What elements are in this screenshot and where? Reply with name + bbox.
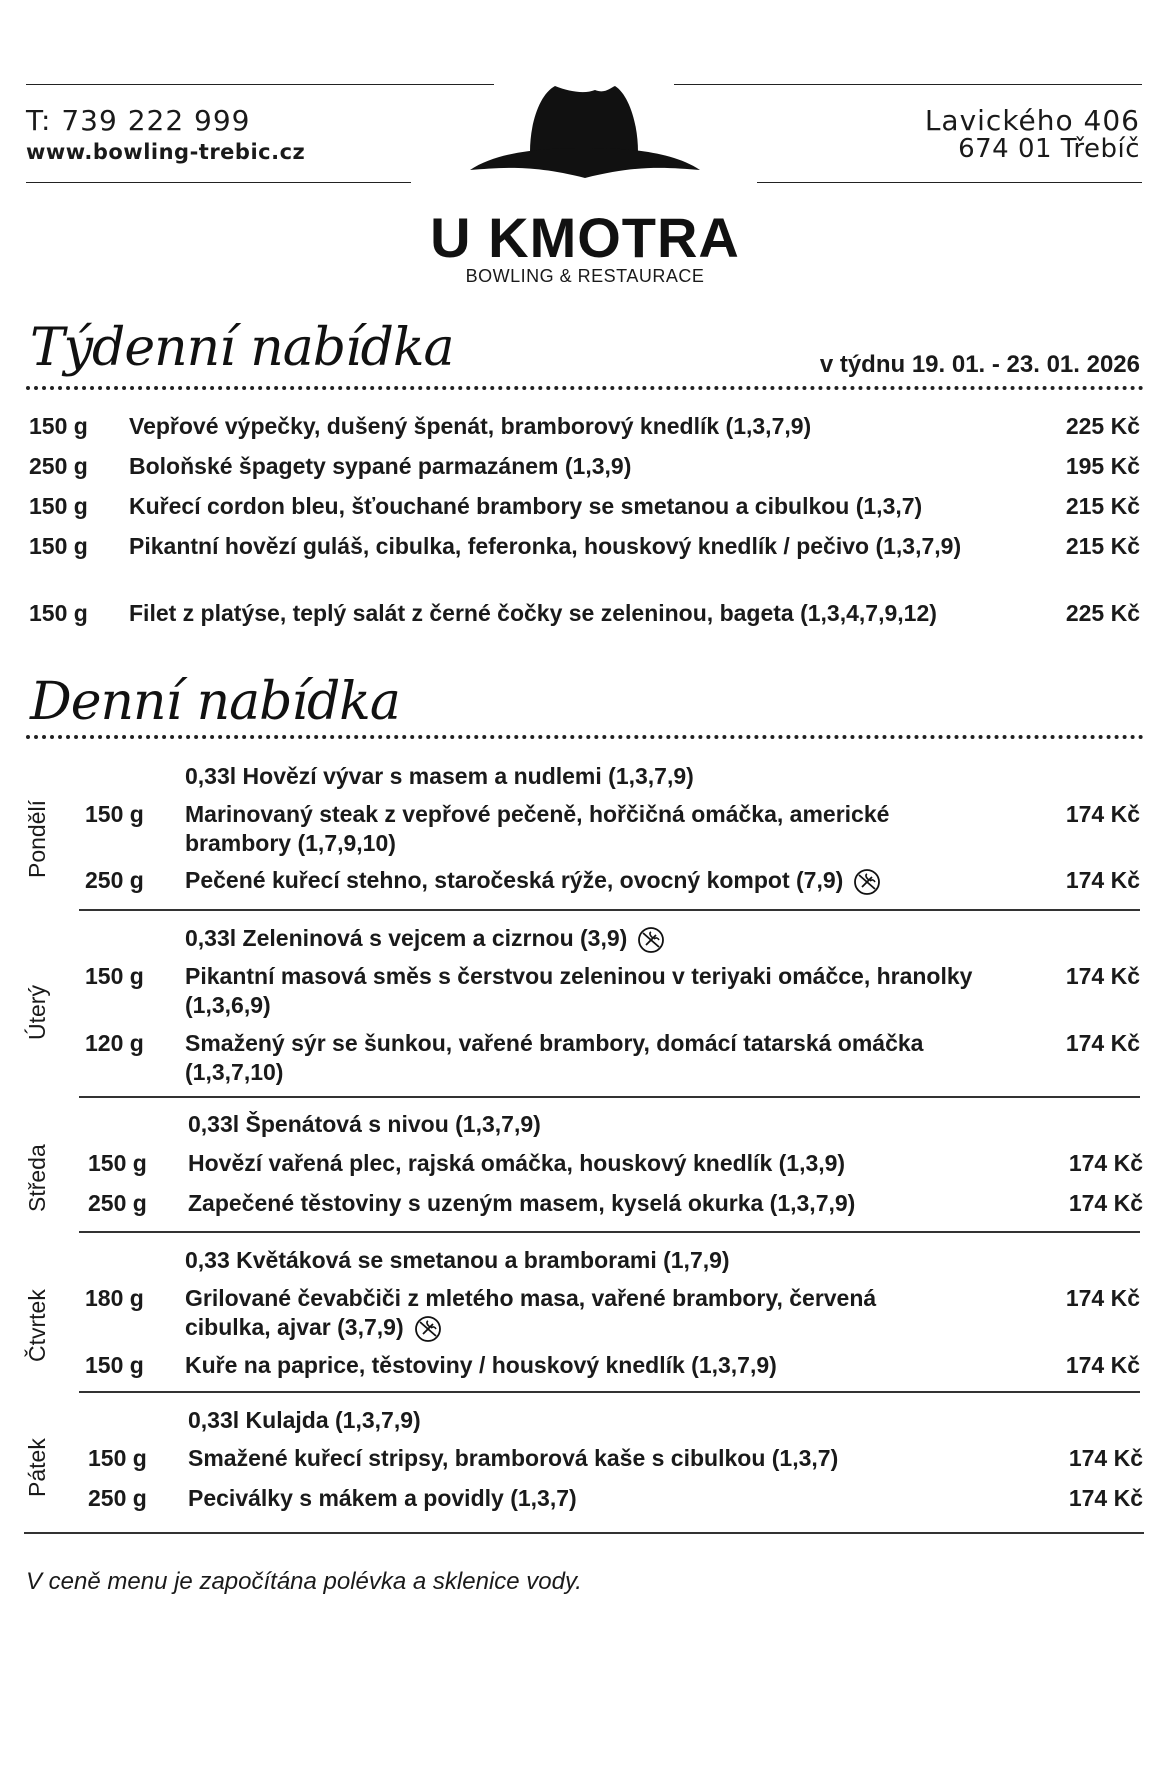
day-label-tuesday: Úterý: [24, 985, 50, 1040]
logo-subtitle: BOWLING & RESTAURACE: [465, 266, 705, 286]
weekly-item-name: Filet z platýse, teplý salát z černé čočky se zeleninou, bageta (1,3,4,7,9,12): [129, 600, 937, 626]
soup: 0,33l Špenátová s nivou (1,3,7,9): [188, 1111, 541, 1137]
address-city: 674 01 Třebíč: [958, 134, 1140, 164]
weekly-item-name: Boloňské špagety sypané parmazánem (1,3,9): [129, 453, 632, 479]
weekly-period: v týdnu 19. 01. - 23. 01. 2026: [819, 351, 1140, 378]
weekly-item-price: 195 Kč: [1065, 453, 1140, 479]
daily-item-name: Smažené kuřecí stripsy, bramborová kaše s cibulkou (1,3,7): [188, 1445, 839, 1471]
soup: 0,33l Hovězí vývar s masem a nudlemi (1,3,7,9): [185, 763, 694, 789]
daily-item-price: 174 Kč: [1065, 801, 1140, 827]
weekly-item-name: Vepřové výpečky, dušený špenát, bramborový knedlík (1,3,7,9): [129, 413, 812, 439]
weekly-item-price: 215 Kč: [1065, 493, 1140, 519]
weekly-item-weight: 150 g: [29, 600, 88, 626]
footer-note: V ceně menu je započítána polévka a sklenice vody.: [26, 1568, 582, 1595]
weekly-item-price: 225 Kč: [1065, 413, 1140, 439]
day-label-thursday: Čtvrtek: [24, 1289, 50, 1362]
day-separator: [79, 909, 1140, 911]
daily-item-weight: 180 g: [85, 1285, 144, 1311]
day-separator: [79, 1391, 1140, 1393]
soup: [185, 924, 665, 954]
daily-divider: [26, 735, 1144, 739]
daily-item-name: Marinovaný steak z vepřové pečeně, hořčičná omáčka, americké brambory (1,7,9,10): [185, 801, 890, 856]
daily-item-price: 174 Kč: [1065, 867, 1140, 893]
daily-title: Denní nabídka: [30, 672, 400, 732]
day-separator: [79, 1231, 1140, 1233]
daily-item-price: 174 Kč: [1068, 1150, 1143, 1176]
daily-item-price: 174 Kč: [1065, 963, 1140, 989]
address-street: Lavického 406: [924, 104, 1140, 137]
daily-item-price: 174 Kč: [1065, 1352, 1140, 1378]
weekly-item-weight: 150 g: [29, 413, 88, 439]
daily-item-price: 174 Kč: [1068, 1445, 1143, 1471]
daily-item-name: Kuře na paprice, těstoviny / houskový knedlík (1,3,7,9): [185, 1352, 777, 1378]
header-rule-top-right: [674, 84, 1142, 85]
weekly-item-price: 225 Kč: [1065, 600, 1140, 626]
daily-item-name: [185, 1284, 965, 1343]
daily-item-price: 174 Kč: [1065, 1285, 1140, 1311]
day-label-wednesday: Středa: [24, 1144, 50, 1212]
daily-item-weight: 250 g: [85, 867, 144, 893]
weekly-item-weight: 250 g: [29, 453, 88, 479]
daily-item-weight: 150 g: [88, 1150, 147, 1176]
soup: 0,33l Kulajda (1,3,7,9): [188, 1407, 421, 1433]
gluten-free-icon: [637, 926, 665, 954]
daily-item-name: [185, 866, 985, 896]
gluten-free-icon: [853, 868, 881, 896]
weekly-item-name: Pikantní hovězí guláš, cibulka, feferonka, houskový knedlík / pečivo (1,3,7,9): [129, 533, 962, 559]
weekly-item-weight: 150 g: [29, 493, 88, 519]
day-label-friday: Pátek: [24, 1438, 50, 1497]
daily-item-name: Peciválky s mákem a povidly (1,3,7): [188, 1485, 577, 1511]
weekly-divider: [26, 386, 1144, 390]
soup-text: 0,33l Zeleninová s vejcem a cizrnou (3,9): [185, 925, 628, 951]
daily-item-weight: 150 g: [85, 963, 144, 989]
daily-item-name: Pikantní masová směs s čerstvou zeleninou v teriyaki omáčce, hranolky (1,3,6,9): [185, 963, 973, 1018]
day-separator: [79, 1096, 1140, 1098]
hat-icon: [470, 82, 700, 182]
daily-item-weight: 150 g: [85, 801, 144, 827]
weekly-item-price: 215 Kč: [1065, 533, 1140, 559]
daily-item-price: 174 Kč: [1065, 1030, 1140, 1056]
daily-item-name-text: Pečené kuřecí stehno, staročeská rýže, ovocný kompot (7,9): [185, 867, 844, 893]
daily-item-weight: 120 g: [85, 1030, 144, 1056]
daily-item-price: 174 Kč: [1068, 1190, 1143, 1216]
header-rule-bottom-right: [757, 182, 1142, 183]
daily-item-weight: 250 g: [88, 1190, 147, 1216]
gluten-free-icon: [414, 1315, 442, 1343]
daily-item-name: Hovězí vařená plec, rajská omáčka, houskový knedlík (1,3,9): [188, 1150, 846, 1176]
weekly-title: Týdenní nabídka: [30, 318, 454, 378]
header-rule-top-left: [26, 84, 494, 85]
day-label-monday: Pondělí: [24, 799, 50, 878]
daily-item-name: Smažený sýr se šunkou, vařené brambory, domácí tatarská omáčka (1,3,7,10): [185, 1030, 924, 1085]
daily-item-weight: 150 g: [88, 1445, 147, 1471]
header-rule-bottom-left: [26, 182, 411, 183]
daily-item-weight: 250 g: [88, 1485, 147, 1511]
logo-name: U KMOTRA: [430, 206, 740, 269]
daily-bottom-rule: [24, 1532, 1144, 1534]
weekly-item-weight: 150 g: [29, 533, 88, 559]
weekly-item-name: Kuřecí cordon bleu, šťouchané brambory se smetanou a cibulkou (1,3,7): [129, 493, 923, 519]
daily-item-price: 174 Kč: [1068, 1485, 1143, 1511]
phone-number: T: 739 222 999: [26, 104, 251, 137]
soup: 0,33 Květáková se smetanou a bramborami (1,7,9): [185, 1247, 730, 1273]
daily-item-name: Zapečené těstoviny s uzeným masem, kyselá okurka (1,3,7,9): [188, 1190, 856, 1216]
daily-item-weight: 150 g: [85, 1352, 144, 1378]
website-link[interactable]: www.bowling-trebic.cz: [26, 140, 306, 164]
daily-item-name-text: Grilované čevabčiči z mletého masa, vařené brambory, červená cibulka, ajvar (3,7,9): [185, 1285, 877, 1340]
